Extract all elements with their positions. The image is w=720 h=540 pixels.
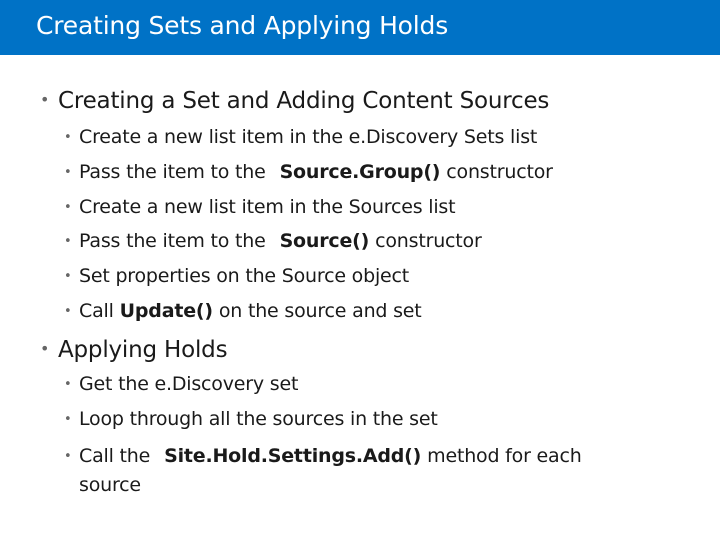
bullet-icon: • [64,130,72,145]
list-item-continuation: source [79,474,141,496]
bullet-icon: • [64,200,72,215]
bullet-icon: • [64,377,72,392]
list-item: • Call the Site.Hold.Settings.Add() method for each [64,445,582,467]
list-item: • Set properties on the Source object [64,265,410,287]
list-item: • Create a new list item in the e.Discovery Sets list [64,126,538,148]
bullet-icon: • [64,412,72,427]
bullet-icon: • [64,269,72,284]
code-text: Update() [119,300,213,322]
section-heading: • Creating a Set and Adding Content Sources [40,88,550,114]
list-item: • Loop through all the sources in the set [64,408,438,430]
bullet-icon: • [64,234,72,249]
slide-title: Creating Sets and Applying Holds [36,11,449,40]
bullet-icon: • [40,339,50,358]
bullet-icon: • [64,449,72,464]
list-item: • Get the e.Discovery set [64,373,299,395]
list-item: • Pass the item to the Source() constructor [64,230,482,252]
bullet-icon: • [40,90,50,109]
code-text: Site.Hold.Settings.Add() [164,445,422,467]
section-heading: • Applying Holds [40,337,228,363]
bullet-icon: • [64,165,72,180]
list-item: • Create a new list item in the Sources list [64,196,456,218]
code-text: Source() [279,230,370,252]
code-text: Source.Group() [279,161,441,183]
bullet-icon: • [64,304,72,319]
list-item: • Pass the item to the Source.Group() constructor [64,161,553,183]
list-item: • Call Update() on the source and set [64,300,422,322]
